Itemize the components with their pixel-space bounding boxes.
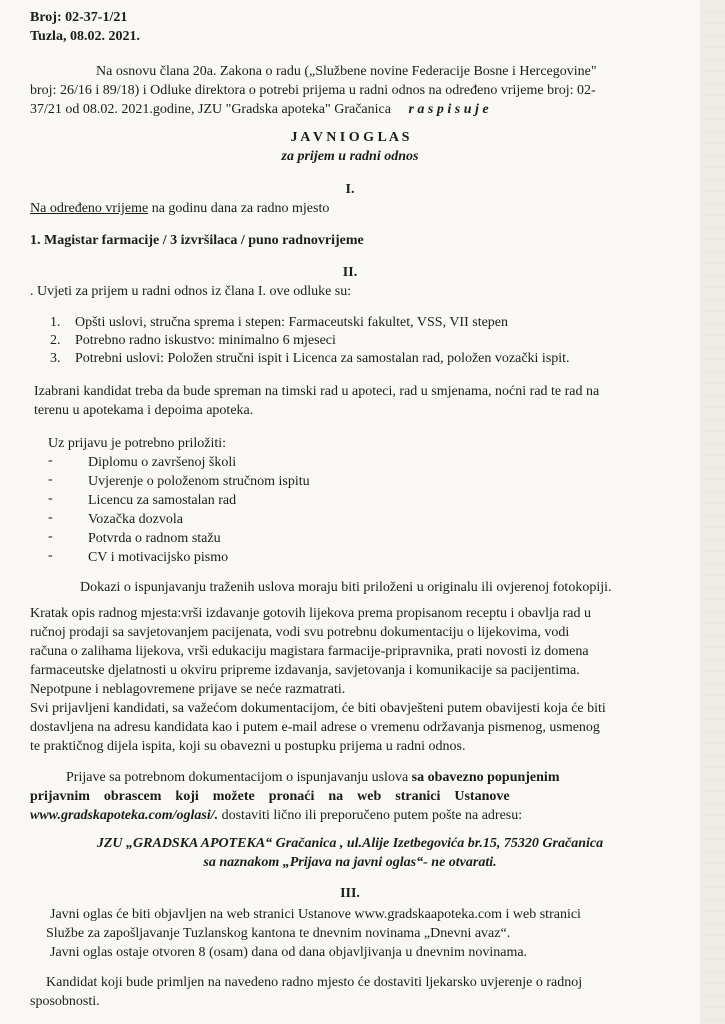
condition-text: Opšti uslovi, stručna sprema i stepen: Farmaceutski fakultet, VSS, VII stepen bbox=[75, 315, 509, 330]
application-line bbox=[30, 806, 522, 825]
attachment-item: Diplomu o završenoj školi bbox=[88, 455, 237, 470]
application-text: Prijave sa potrebnom dokumentacijom o ispunjavanju uslova bbox=[66, 770, 412, 785]
section-numeral: III. bbox=[340, 886, 360, 901]
website-link: www.gradskapoteka.com/oglasi/. bbox=[30, 808, 219, 823]
attachment-item: CV i motivacijsko pismo bbox=[88, 550, 229, 565]
employment-term bbox=[30, 199, 329, 218]
bullet-dash: - bbox=[48, 472, 53, 487]
attachment-item: Potvrda o radnom stažu bbox=[88, 531, 221, 546]
job-description-line: Svi prijavljeni kandidati, sa važećom dokumentacijom, će biti obavješteni putem obavijesti koja će biti bbox=[30, 701, 606, 716]
conditions-intro: . Uvjeti za prijem u radni odnos iz člana I. ove odluke su: bbox=[30, 284, 352, 299]
job-description-line: Kratak opis radnog mjesta:vrši izdavanje gotovih lijekova prema propisanom receptu i obavlja rad u bbox=[30, 606, 591, 621]
closing-line: sposobnosti. bbox=[30, 994, 100, 1009]
announces-word: r a s p i s u j e bbox=[408, 102, 489, 117]
bullet-dash: - bbox=[48, 453, 53, 468]
condition-number: 1. bbox=[50, 315, 61, 330]
proof-note: Dokazi o ispunjavanju traženih uslova moraju biti priloženi u originalu ili ovjerenoj fotokopiji. bbox=[80, 580, 612, 595]
intro-line: Na osnovu člana 20a. Zakona o radu („Službene novine Federacije Bosne i Hercegovine" bbox=[96, 64, 597, 79]
job-description-line: dostavljena na adresu kandidata kao i putem e-mail adrese o vremenu održavanja pismenog, usmenog bbox=[30, 720, 600, 735]
job-description-line: farmaceutske djelatnosti u okviru pripreme izdavanja, savjetovanja i komunikacije sa pacijentima. bbox=[30, 663, 580, 678]
attachments-intro: Uz prijavu je potrebno priložiti: bbox=[48, 436, 227, 451]
application-line: prijavnim obrascem koji možete pronaći na web stranici Ustanove bbox=[30, 789, 510, 804]
section-numeral: I. bbox=[345, 182, 355, 197]
term-rest: na godinu dana za radno mjesto bbox=[148, 201, 330, 216]
condition-text: Potrebno radno iskustvo: minimalno 6 mjeseci bbox=[75, 333, 336, 348]
bullet-dash: - bbox=[48, 529, 53, 544]
condition-text: Potrebni uslovi: Položen stručni ispit i Licenca za samostalan rad, položen vozački ispit. bbox=[75, 351, 570, 366]
application-line bbox=[66, 768, 559, 787]
envelope-note: sa naznakom „Prijava na javni oglas“- ne otvarati. bbox=[203, 855, 497, 870]
intro-line: broj: 26/16 i 89/18) i Odluke direktora o potrebi prijema u radni odnos na određeno vrijeme broj: 02- bbox=[30, 83, 596, 98]
attachment-item: Uvjerenje o položenom stručnom ispitu bbox=[88, 474, 310, 489]
publication-line: Službe za zapošljavanje Tuzlanskog kantona te dnevnim novinama „Dnevni avaz“. bbox=[46, 926, 511, 941]
bullet-dash: - bbox=[48, 510, 53, 525]
candidate-requirement: terenu u apotekama i depoima apoteka. bbox=[34, 403, 254, 418]
job-description-line: Nepotpune i neblagovremene prijave se neće razmatrati. bbox=[30, 682, 346, 697]
job-description-line: ručnoj prodaji sa savjetovanjem pacijenata, vodi svu potrebnu dokumentaciju o lijekovima, vodi bbox=[30, 625, 570, 640]
attachment-item: Licencu za samostalan rad bbox=[88, 493, 237, 508]
application-text: dostaviti lično ili preporučeno putem pošte na adresu: bbox=[218, 808, 523, 823]
postal-address: JZU „GRADSKA APOTEKA“ Gračanica , ul.Alije Izetbegovića br.15, 75320 Gračanica bbox=[96, 836, 604, 851]
job-description-line: računa o zalihama lijekova, vrši edukaciju magistara farmacije-pripravnika, prati novosti iz domena bbox=[30, 644, 589, 659]
ad-subtitle: za prijem u radni odnos bbox=[281, 149, 419, 164]
intro-text: 37/21 od 08.02. 2021.godine, JZU "Gradska apoteka" Gračanica bbox=[30, 102, 391, 117]
bullet-dash: - bbox=[48, 548, 53, 563]
term-underlined: Na određeno vrijeme bbox=[30, 201, 149, 216]
job-position: 1. Magistar farmacije / 3 izvršilaca / puno radnovrijeme bbox=[30, 233, 364, 248]
condition-number: 3. bbox=[50, 351, 61, 366]
attachment-item: Vozačka dozvola bbox=[88, 512, 183, 527]
condition-number: 2. bbox=[50, 333, 61, 348]
job-description-line: te praktičnog dijela ispita, koji su obavezni u postupku prijema u radni odnos. bbox=[30, 739, 466, 754]
publication-line: Javni oglas ostaje otvoren 8 (osam) dana od dana objavljivanja u dnevnim novinama. bbox=[50, 945, 528, 960]
candidate-requirement: Izabrani kandidat treba da bude spreman na timski rad u apoteci, rad u smjenama, noćni rad te rad na bbox=[34, 384, 600, 399]
application-emphasis: sa obavezno popunjenim bbox=[411, 770, 560, 785]
ad-title: J A V N I O G L A S bbox=[290, 130, 410, 145]
intro-line bbox=[30, 100, 489, 119]
section-numeral: II. bbox=[342, 265, 358, 280]
bullet-dash: - bbox=[48, 491, 53, 506]
closing-line: Kandidat koji bude primljen na navedeno radno mjesto će dostaviti ljekarsko uvjerenje o radnoj bbox=[46, 975, 583, 990]
publication-line: Javni oglas će biti objavljen na web stranici Ustanove www.gradskaapoteka.com i web stranici bbox=[50, 907, 581, 922]
reference-number: Broj: 02-37-1/21 bbox=[30, 10, 128, 25]
place-date: Tuzla, 08.02. 2021. bbox=[30, 29, 140, 44]
